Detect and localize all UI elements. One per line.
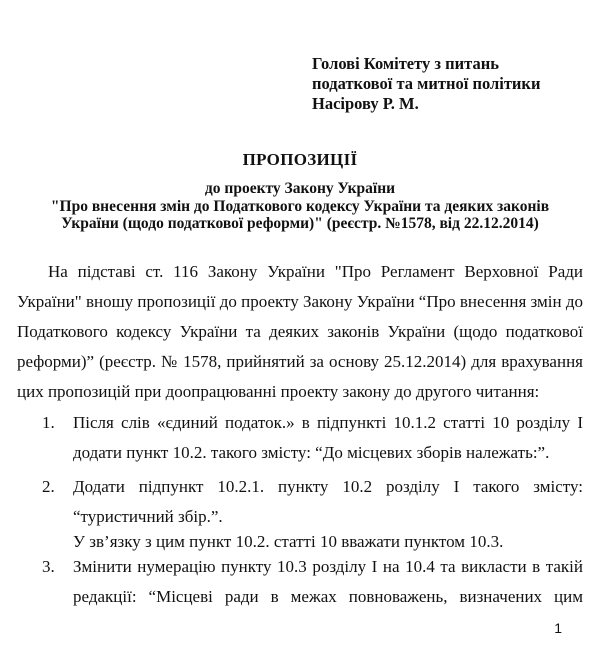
list-item-note: У зв’язку з цим пункт 10.2. статті 10 вважати пунктом 10.3. (73, 532, 504, 551)
document-title: ПРОПОЗИЦІЇ (242, 150, 358, 169)
list-item-text (73, 408, 583, 468)
addressee-block (312, 54, 540, 114)
page-number: 1 (554, 620, 562, 636)
list-item-number: 3. (42, 557, 55, 576)
list-item-line: додати пункт 10.2. такого змісту: “До місцевих зборів належать:”. (73, 443, 550, 462)
list-item-text (73, 552, 583, 612)
subtitle-line: України (щодо податкової реформи)" (реєстр. №1578, від 22.12.2014) (61, 215, 539, 232)
list-item-line: “туристичний збір.”. (73, 507, 223, 526)
intro-paragraph: На підставі ст. 116 Закону України "Про Регламент Верховної Ради України" вношу пропозиції до проекту Закону України “Про внесення змін до Податкового кодексу України та деяких законів України (щодо податкової реформи)” (реєстр. № 1578, прийнятий за основу 25.12.2014) для врахування цих пропозицій при доопрацюванні проекту закону до другого читання: (17, 262, 583, 401)
list-item-number: 2. (42, 477, 55, 496)
subtitle-line: "Про внесення змін до Податкового кодексу України та деяких законів (50, 197, 550, 215)
subtitle-line: до проекту Закону України (204, 180, 396, 197)
addressee-line: податкової та митної політики (312, 74, 541, 93)
list-item-text (73, 472, 583, 532)
list-item-number: 1. (42, 413, 55, 432)
addressee-line: Насірову Р. М. (312, 94, 419, 113)
list-item-line: Після слів «єдиний податок.» в підпункті 10.1.2 статті 10 розділу І (73, 413, 583, 432)
list-item-line: Додати підпункт 10.2.1. пункту 10.2 розділу І такого змісту: (73, 477, 583, 496)
list-item-line: Змінити нумерацію пункту 10.3 розділу І на 10.4 та викласти в такій (73, 557, 583, 576)
list-item-line: редакції: “Місцеві ради в межах повноважень, визначених цим (73, 587, 583, 606)
document-subtitle (0, 180, 600, 233)
addressee-line: Голові Комітету з питань (312, 54, 499, 73)
